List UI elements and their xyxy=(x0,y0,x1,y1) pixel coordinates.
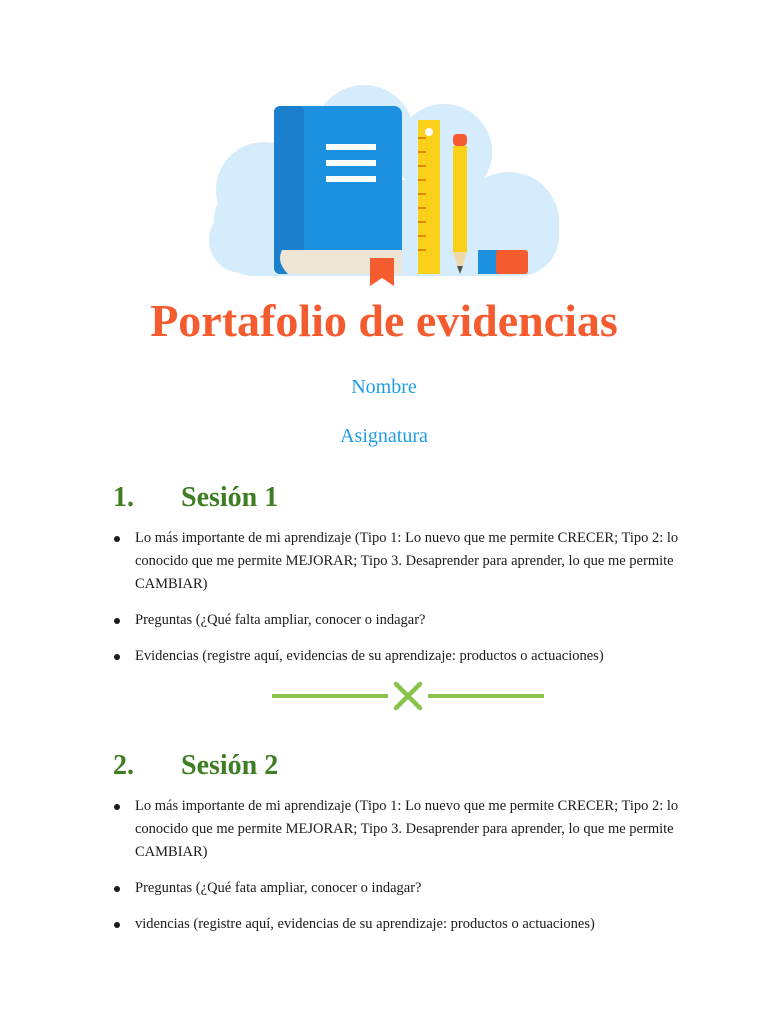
bullet-icon xyxy=(114,536,120,542)
list-item xyxy=(0,609,685,632)
page-title: Portafolio de evidencias xyxy=(150,295,618,346)
bullet-icon xyxy=(114,922,120,928)
pencil-icon xyxy=(453,134,467,274)
section-heading xyxy=(0,477,768,519)
list-item xyxy=(0,527,685,596)
list-item-text: Lo más importante de mi aprendizaje (Tipo 1: Lo nuevo que me permite CRECER; Tipo 2: lo conocido que me permite MEJORAR; Tipo 3. Desaprender para aprender, lo que me permite CAMBIAR) xyxy=(135,530,679,592)
section-item-list xyxy=(0,527,768,681)
ruler-icon xyxy=(418,120,440,274)
section-item-list xyxy=(0,795,768,949)
section-number: 1. xyxy=(113,482,134,513)
list-item-text: Lo más importante de mi aprendizaje (Tipo 1: Lo nuevo que me permite CRECER; Tipo 2: lo conocido que me permite MEJORAR; Tipo 3. Desaprender para aprender, lo que me permite CAMBIAR) xyxy=(135,798,679,860)
list-item-text: Preguntas (¿Qué fata ampliar, conocer o indagar? xyxy=(135,880,422,896)
cross-divider-icon xyxy=(270,680,546,712)
list-item xyxy=(0,913,685,936)
list-item-text: Preguntas (¿Qué falta ampliar, conocer o indagar? xyxy=(135,612,426,628)
section-title: Sesión 2 xyxy=(181,750,279,781)
name-field-label: Nombre xyxy=(351,376,417,398)
section-title: Sesión 1 xyxy=(181,482,279,513)
subject-field-label: Asignatura xyxy=(340,425,428,447)
bullet-icon xyxy=(114,886,120,892)
bullet-icon xyxy=(114,654,120,660)
section-heading xyxy=(0,745,768,787)
eraser-icon xyxy=(478,250,528,274)
hero-illustration xyxy=(204,80,564,292)
section-number: 2. xyxy=(113,750,134,781)
bullet-icon xyxy=(114,618,120,624)
list-item xyxy=(0,645,685,668)
list-item-text: videncias (registre aquí, evidencias de su aprendizaje: productos o actuaciones) xyxy=(135,916,595,932)
bullet-icon xyxy=(114,804,120,810)
session-section-2 xyxy=(0,745,768,932)
list-item-text: Evidencias (registre aquí, evidencias de su aprendizaje: productos o actuaciones) xyxy=(135,648,604,664)
list-item xyxy=(0,877,685,900)
list-item xyxy=(0,795,685,864)
session-section-1 xyxy=(0,477,768,664)
book-icon xyxy=(274,106,402,286)
